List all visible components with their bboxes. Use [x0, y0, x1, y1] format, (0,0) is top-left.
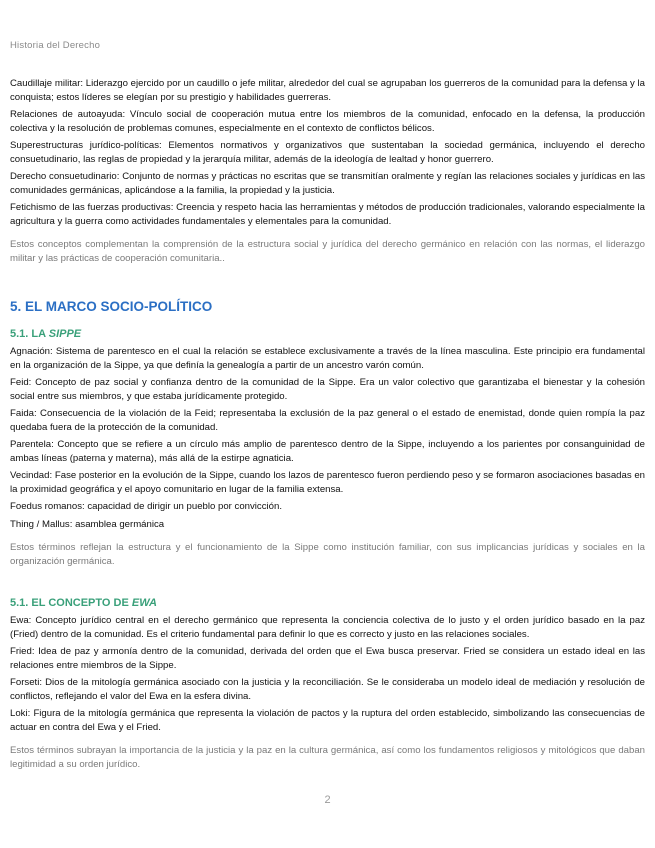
ewa-term-ewa: [10, 614, 645, 641]
term-definition: Dios de la mitología germánica asociado con la justicia y la reconciliación. Se le consideraba un modelo ideal de mediación y resolución de conflictos, reflejando el valor del Ewa en la esfera divina.: [10, 677, 645, 702]
sippe-term-feid: [10, 376, 645, 403]
ewa-term-forseti: [10, 676, 645, 703]
ewa-term-loki: [10, 707, 645, 734]
term-label: Fetichismo de las fuerzas productivas:: [10, 202, 174, 213]
term-label: Agnación:: [10, 346, 53, 357]
term-definition: Liderazgo ejercido por un caudillo o jefe militar, alrededor del cual se agrupaban los guerreros de la comunidad para la defensa y la conquista; estos líderes se elegían por su prestigio y habilidades guerreras.: [10, 78, 645, 103]
term-label: Relaciones de autoayuda:: [10, 109, 126, 120]
term-definition: Idea de paz y armonía dentro de la comunidad, derivada del orden que el Ewa busca preservar. Fried se considera un estado ideal en las relaciones entre miembros de la Sippe.: [10, 646, 645, 671]
sippe-term-agnacion: [10, 345, 645, 372]
term-definition: Elementos normativos y organizativos que sustentaban la sociedad germánica, incluyendo el derecho consuetudinario, las reglas de propiedad y la jerarquía militar, además de la ideología de lealtad y honor guerrero.: [10, 140, 646, 165]
term-label: Ewa:: [10, 615, 32, 626]
subsection-sippe-title: [10, 327, 645, 341]
term-label: Superestructuras jurídico-políticas:: [10, 140, 162, 151]
term-label: Vecindad:: [10, 470, 53, 481]
intro-term-derecho-consuetudinario: [10, 170, 645, 197]
subsection-prefix: 5.1. LA: [10, 328, 46, 340]
running-header: Historia del Derecho: [10, 40, 101, 51]
subsection-emphasis: EWA: [131, 597, 157, 609]
intro-term-autoayuda: [10, 108, 645, 135]
term-definition: Sistema de parentesco en el cual la relación se establece exclusivamente a través de la línea masculina. Este principio era fundamental en la organización de la Sippe, ya que definía la genealogía a partir de un ancestro varón común.: [10, 346, 645, 371]
intro-term-superestructuras: [10, 139, 645, 166]
term-definition: Concepto jurídico central en el derecho germánico que representa la conciencia colectiva de lo justo y el orden jurídico basado en la paz (Fried) dentro de la comunidad. Es el criterio fundamental para definir lo que es correcto y justo en las relaciones sociales.: [10, 615, 645, 640]
term-definition: Vínculo social de cooperación mutua entre los miembros de la comunidad, enfocado en la defensa, la producción colectiva y la resolución de problemas comunes, especialmente en el contexto de conflictos bélicos.: [10, 109, 645, 134]
sippe-term-faida: [10, 407, 645, 434]
term-label: Foedus romanos:: [10, 501, 85, 512]
subsection-prefix: 5.1. EL CONCEPTO DE: [10, 597, 129, 609]
term-label: Caudillaje militar:: [10, 78, 84, 89]
term-label: Fried:: [10, 646, 35, 657]
subsection-ewa-title: [10, 596, 645, 610]
term-definition: Figura de la mitología germánica que representa la violación de pactos y la ruptura del orden establecido, simbolizando las consecuencias de actuar en contra del Ewa y el Fried.: [10, 708, 645, 733]
sippe-term-thing: [10, 518, 645, 532]
sippe-term-foedus: [10, 500, 645, 514]
sippe-term-vecindad: [10, 469, 645, 496]
term-label: Faida:: [10, 408, 37, 419]
term-label: Loki:: [10, 708, 31, 719]
term-definition: Conjunto de normas y prácticas no escritas que se transmitían oralmente y regían las relaciones sociales y jurídicas en las comunidades germánicas, aplicándose a la familia, la propiedad y la justicia.: [10, 171, 645, 196]
intro-summary: Estos conceptos complementan la comprensión de la estructura social y jurídica del derecho germánico en relación con las normas, el liderazgo militar y las prácticas de cooperación comunitaria..: [10, 239, 645, 264]
term-definition: Fase posterior en la evolución de la Sippe, cuando los lazos de parentesco fueron perdiendo peso y se formaron asociaciones basadas en la proximidad geográfica y el apoyo comunitario en lugar de la familia extensa.: [10, 470, 646, 495]
page-number: 2: [324, 794, 331, 806]
section-5-title: 5. EL MARCO SOCIO-POLÍTICO: [10, 299, 213, 314]
term-label: Derecho consuetudinario:: [10, 171, 120, 182]
term-label: Thing / Mallus:: [10, 518, 73, 530]
term-label: Feid:: [10, 377, 32, 388]
sippe-summary: Estos términos reflejan la estructura y el funcionamiento de la Sippe como institución familiar, con sus implicancias jurídicas y sociales en la organización germánica.: [10, 542, 645, 567]
term-definition: Consecuencia de la violación de la Feid; representaba la exclusión de la paz general o el estado de enemistad, donde quien rompía la paz quedaba fuera de la protección de la comunidad.: [10, 408, 645, 433]
intro-term-caudillaje: [10, 77, 645, 104]
ewa-term-fried: [10, 645, 645, 672]
term-label: Forseti:: [10, 677, 42, 688]
term-definition: asamblea germánica: [75, 518, 165, 530]
intro-term-fetichismo: [10, 201, 645, 228]
term-definition: Concepto que se refiere a un círculo más amplio de parentesco dentro de la Sippe, incluyendo a los parientes por consanguinidad de ambas líneas (paterna y materna), más allá de la estirpe agnaticia.: [10, 439, 645, 464]
page-content: [10, 77, 645, 771]
document-page: [10, 0, 645, 848]
term-definition: Concepto de paz social y confianza dentro de la comunidad de la Sippe. Era un valor colectivo que garantizaba el bienestar y la cohesión social entre sus miembros, y que estaba jurídicamente protegido.: [10, 377, 645, 402]
sippe-term-parentela: [10, 438, 645, 465]
ewa-summary: Estos términos subrayan la importancia de la justicia y la paz en la cultura germánica, así como los fundamentos religiosos y mitológicos que daban legitimidad a su orden jurídico.: [10, 745, 645, 770]
term-definition: Creencia y respeto hacia las herramientas y métodos de producción tradicionales, valorando especialmente la agricultura y la guerra como actividades fundamentales y elementales para la comunidad.: [10, 202, 645, 227]
term-definition: capacidad de dirigir un pueblo por convicción.: [87, 501, 282, 512]
term-label: Parentela:: [10, 439, 54, 450]
subsection-emphasis: SIPPE: [48, 328, 82, 340]
